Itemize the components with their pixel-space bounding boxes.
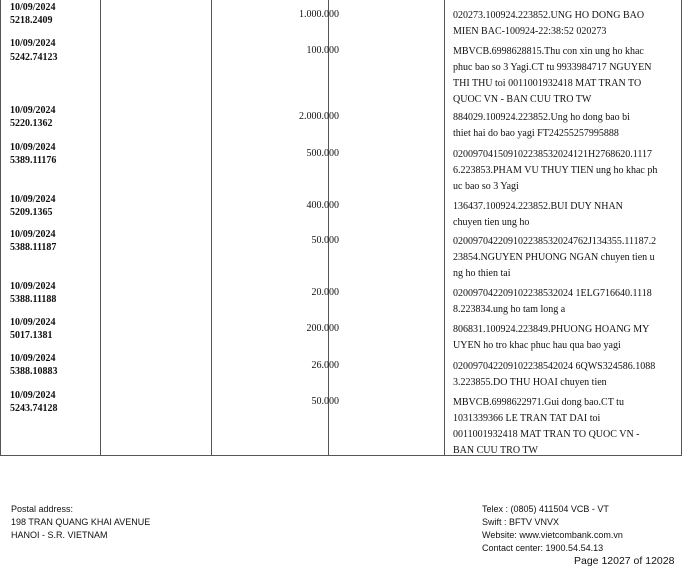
row-description: MBVCB.6998622971.Gui dong bao.CT tu 1031339366 LE TRAN TAT DAI toi 0011001932418 MAT TRAN TO QUOC VN - BAN CUU TRO TW (453, 397, 640, 456)
column-divider (100, 0, 101, 455)
footer-line: HANOI - S.R. VIETNAM (11, 530, 108, 540)
row-description: 806831.100924.223849.PHUONG HOANG MY UYEN ho tro khac phuc hau qua bao yagi (453, 324, 650, 351)
row-description: 020097041509102238532024121H2768620.11176.223853.PHAM VU THUY TIEN ung ho khac phuc bao so 3 Yagi (453, 149, 658, 192)
row-description: MBVCB.6998628815.Thu con xin ung ho khac phuc bao so 3 Yagi.CT tu 9933984717 NGUYEN THI THU toi 0011001932418 MAT TRAN TO QUOC VN - BAN CUU TRO TW (453, 46, 652, 105)
row-description: 020097042209102238532024762J134355.11187.223854.NGUYEN PHUONG NGAN chuyen tien ung ho thien tai (453, 236, 657, 279)
row-date: 10/09/2024 (10, 281, 56, 292)
row-amount: 200.000 (306, 323, 339, 334)
row-amount: 2.000.000 (299, 111, 339, 122)
row-amount: 1.000.000 (299, 9, 339, 20)
column-divider (328, 0, 329, 455)
row-ref: 5220.1362 (10, 118, 53, 129)
row-ref: 5388.11187 (10, 242, 57, 253)
footer-line: Contact center: 1900.54.54.13 (482, 543, 604, 553)
row-date: 10/09/2024 (10, 317, 56, 328)
row-date: 10/09/2024 (10, 194, 56, 205)
row-ref: 5242.74123 (10, 52, 58, 63)
row-amount: 400.000 (306, 200, 339, 211)
row-description: 020097042209102238542024 6QWS324586.10883.223855.DO THU HOAI chuyen tien (453, 361, 656, 388)
row-ref: 5388.11188 (10, 294, 57, 305)
footer-line: Telex : (0805) 411504 VCB - VT (482, 504, 609, 514)
row-description: 884029.100924.223852.Ung ho dong bao bi thiet hai do bao yagi FT24255257995888 (453, 112, 630, 139)
column-divider (211, 0, 212, 455)
row-date: 10/09/2024 (10, 142, 56, 153)
row-amount: 500.000 (306, 148, 339, 159)
row-date: 10/09/2024 (10, 38, 56, 49)
row-ref: 5389.11176 (10, 155, 57, 166)
row-date: 10/09/2024 (10, 229, 56, 240)
postal-address (11, 503, 150, 542)
row-description: 136437.100924.223852.BUI DUY NHAN chuyen tien ung ho (453, 201, 623, 228)
row-amount: 26.000 (311, 360, 339, 371)
row-ref: 5388.10883 (10, 366, 58, 377)
row-ref: 5017.1381 (10, 330, 53, 341)
row-description: 020097042209102238532024 1ELG716640.11188.223834.ung ho tam long a (453, 288, 652, 315)
row-amount: 50.000 (311, 235, 339, 246)
footer-line: Swift : BFTV VNVX (482, 517, 560, 527)
footer-line: Postal address: (11, 504, 74, 514)
page-number: Page 12027 of 12028 (574, 555, 675, 567)
row-date: 10/09/2024 (10, 353, 56, 364)
bank-contact (482, 503, 623, 555)
row-amount: 50.000 (311, 396, 339, 407)
row-ref: 5209.1365 (10, 207, 53, 218)
column-divider (444, 0, 445, 455)
row-ref: 5218.2409 (10, 15, 53, 26)
footer-line: 198 TRAN QUANG KHAI AVENUE (11, 517, 151, 527)
row-date: 10/09/2024 (10, 2, 56, 13)
row-date: 10/09/2024 (10, 390, 56, 401)
row-amount: 100.000 (306, 45, 339, 56)
row-amount: 20.000 (311, 287, 339, 298)
row-ref: 5243.74128 (10, 403, 58, 414)
row-date: 10/09/2024 (10, 105, 56, 116)
row-description: 020273.100924.223852.UNG HO DONG BAO MIEN BAC-100924-22:38:52 020273 (453, 10, 645, 37)
footer-line: Website: www.vietcombank.com.vn (482, 530, 623, 540)
